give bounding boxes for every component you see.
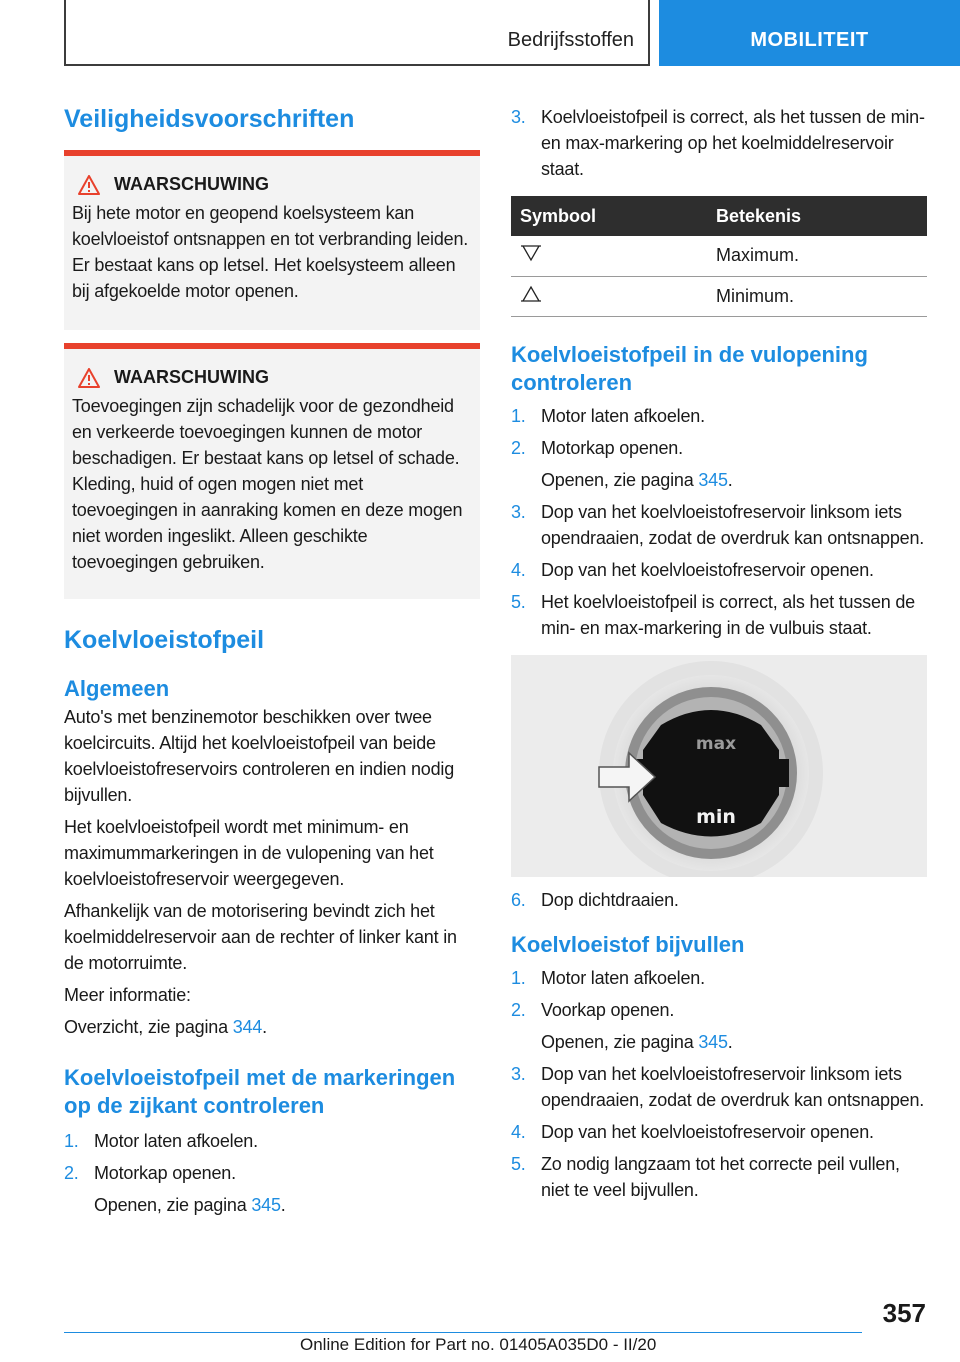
general-paragraph-2: Het koelvloeistofpeil wordt met minimum- en maximummarkeringen in de vulopening van het koelvloeistofreservoir weergegeven. (64, 817, 434, 889)
more-info-label: Meer informatie: (64, 985, 191, 1005)
topup-heading: Koelvloeistof bijvullen (511, 931, 745, 957)
list-item: 5. Zo nodig langzaam tot het correcte peil vullen, niet te veel bijvullen. (511, 1153, 900, 1200)
list-item: 1. Motor laten afkoelen. (511, 405, 705, 426)
coolant-filler-illustration (511, 655, 927, 877)
list-item: 3. Dop van het koelvloeistofreservoir linksom iets opendraaien, zodat de overdruk kan ontsnappen. (511, 501, 925, 548)
list-item: 6. Dop dichtdraaien. (511, 889, 679, 910)
general-heading: Algemeen (64, 676, 170, 701)
table-cell-meaning: Minimum. (707, 276, 927, 316)
min-marker-icon (520, 285, 542, 303)
warning-triangle-icon (78, 175, 100, 195)
table-header-meaning: Betekenis (707, 196, 927, 236)
warning-title-2: WAARSCHUWING (78, 367, 472, 388)
list-item: 3. Dop van het koelvloeistofreservoir linksom iets opendraaien, zodat de overdruk kan ontsnappen. (511, 1063, 925, 1110)
table-row (511, 276, 927, 316)
general-paragraph-3: Afhankelijk van de motorisering bevindt zich het koelmiddelreservoir aan de rechter of linker kant in de motorruimte. (64, 901, 457, 973)
max-label: max (695, 733, 737, 754)
list-item: 3. Koelvloeistofpeil is correct, als het tussen de min- en max-markering op het koelmiddelreservoir staat. (511, 107, 925, 179)
chapter-tab[interactable]: MOBILITEIT (659, 0, 960, 66)
section-title: Bedrijfsstoffen (507, 29, 634, 51)
table-cell-meaning: Maximum. (707, 236, 927, 276)
warning-triangle-icon (78, 368, 100, 388)
list-item: 2. Motorkap openen. Openen, zie pagina 345. (64, 1163, 286, 1215)
page-link-345[interactable]: 345 (251, 1195, 281, 1215)
symbol-table (511, 196, 927, 317)
list-item: 4. Dop van het koelvloeistofreservoir openen. (511, 1121, 874, 1142)
warning-title-1: WAARSCHUWING (78, 174, 472, 195)
list-item: 5. Het koelvloeistofpeil is correct, als het tussen de min- en max-markering in de vulbuis staat. (511, 591, 915, 638)
side-check-steps (64, 1128, 480, 1218)
page-link-344[interactable]: 344 (232, 1017, 263, 1037)
filler-check-heading: Koelvloeistofpeil in de vulopening controleren (511, 341, 868, 395)
footer-rule (64, 1332, 862, 1333)
page-link-345[interactable]: 345 (698, 469, 728, 490)
coolant-level-heading: Koelvloeistofpeil (64, 626, 265, 654)
min-label: min (696, 805, 736, 828)
side-markings-heading: Koelvloeistofpeil met de markeringen op de zijkant controleren (64, 1065, 456, 1118)
general-paragraph-1: Auto's met benzinemotor beschikken over twee koelcircuits. Altijd het koelvloeistofpeil van beide koelvloeistofreservoirs controleren en indien nodig bijvullen. (64, 707, 455, 805)
filler-check-steps (511, 403, 927, 641)
filler-neck-photo (511, 655, 927, 877)
table-header-symbol: Symbool (511, 196, 707, 236)
warning-box-1 (64, 150, 480, 330)
overview-reference: Overzicht, zie pagina 344. (64, 1017, 267, 1037)
max-marker-icon (520, 244, 542, 262)
table-row (511, 236, 927, 276)
list-item: 4. Dop van het koelvloeistofreservoir openen. (511, 559, 874, 580)
edition-text: Online Edition for Part no. 01405A035D0 - II/20 (300, 1335, 657, 1354)
topup-steps (511, 965, 927, 1203)
warning-text-2: Toevoegingen zijn schadelijk voor de gezondheid en verkeerde toevoegingen kunnen de motor beschadigen. Er bestaat kans op letsel of schade. Kleding, huid of ogen mogen niet met toevoegingen in aanraking komen en deze mogen niet worden ingeslikt. Alleen geschikte toevoegingen gebruiken. (72, 396, 463, 572)
list-item: 2. Voorkap openen. Openen, zie pagina 345. (511, 999, 733, 1052)
page-link-345[interactable]: 345 (698, 1031, 728, 1052)
header-section-box (64, 0, 650, 66)
side-check-steps-cont (511, 104, 927, 182)
safety-heading: Veiligheidsvoorschriften (64, 105, 355, 133)
right-column (511, 104, 927, 1209)
list-item: 1. Motor laten afkoelen. (64, 1131, 258, 1151)
list-item: 2. Motorkap openen. Openen, zie pagina 345. (511, 437, 733, 490)
page-number: 357 (882, 1298, 926, 1328)
left-column (64, 100, 480, 1224)
warning-text-1: Bij hete motor en geopend koelsysteem kan koelvloeistof ontsnappen en tot verbranding leiden. Er bestaat kans op letsel. Het koelsysteem alleen bij afgekoelde motor openen. (72, 203, 469, 301)
list-item: 1. Motor laten afkoelen. (511, 967, 705, 988)
filler-check-steps-cont (511, 887, 927, 913)
warning-box-2 (64, 343, 480, 599)
